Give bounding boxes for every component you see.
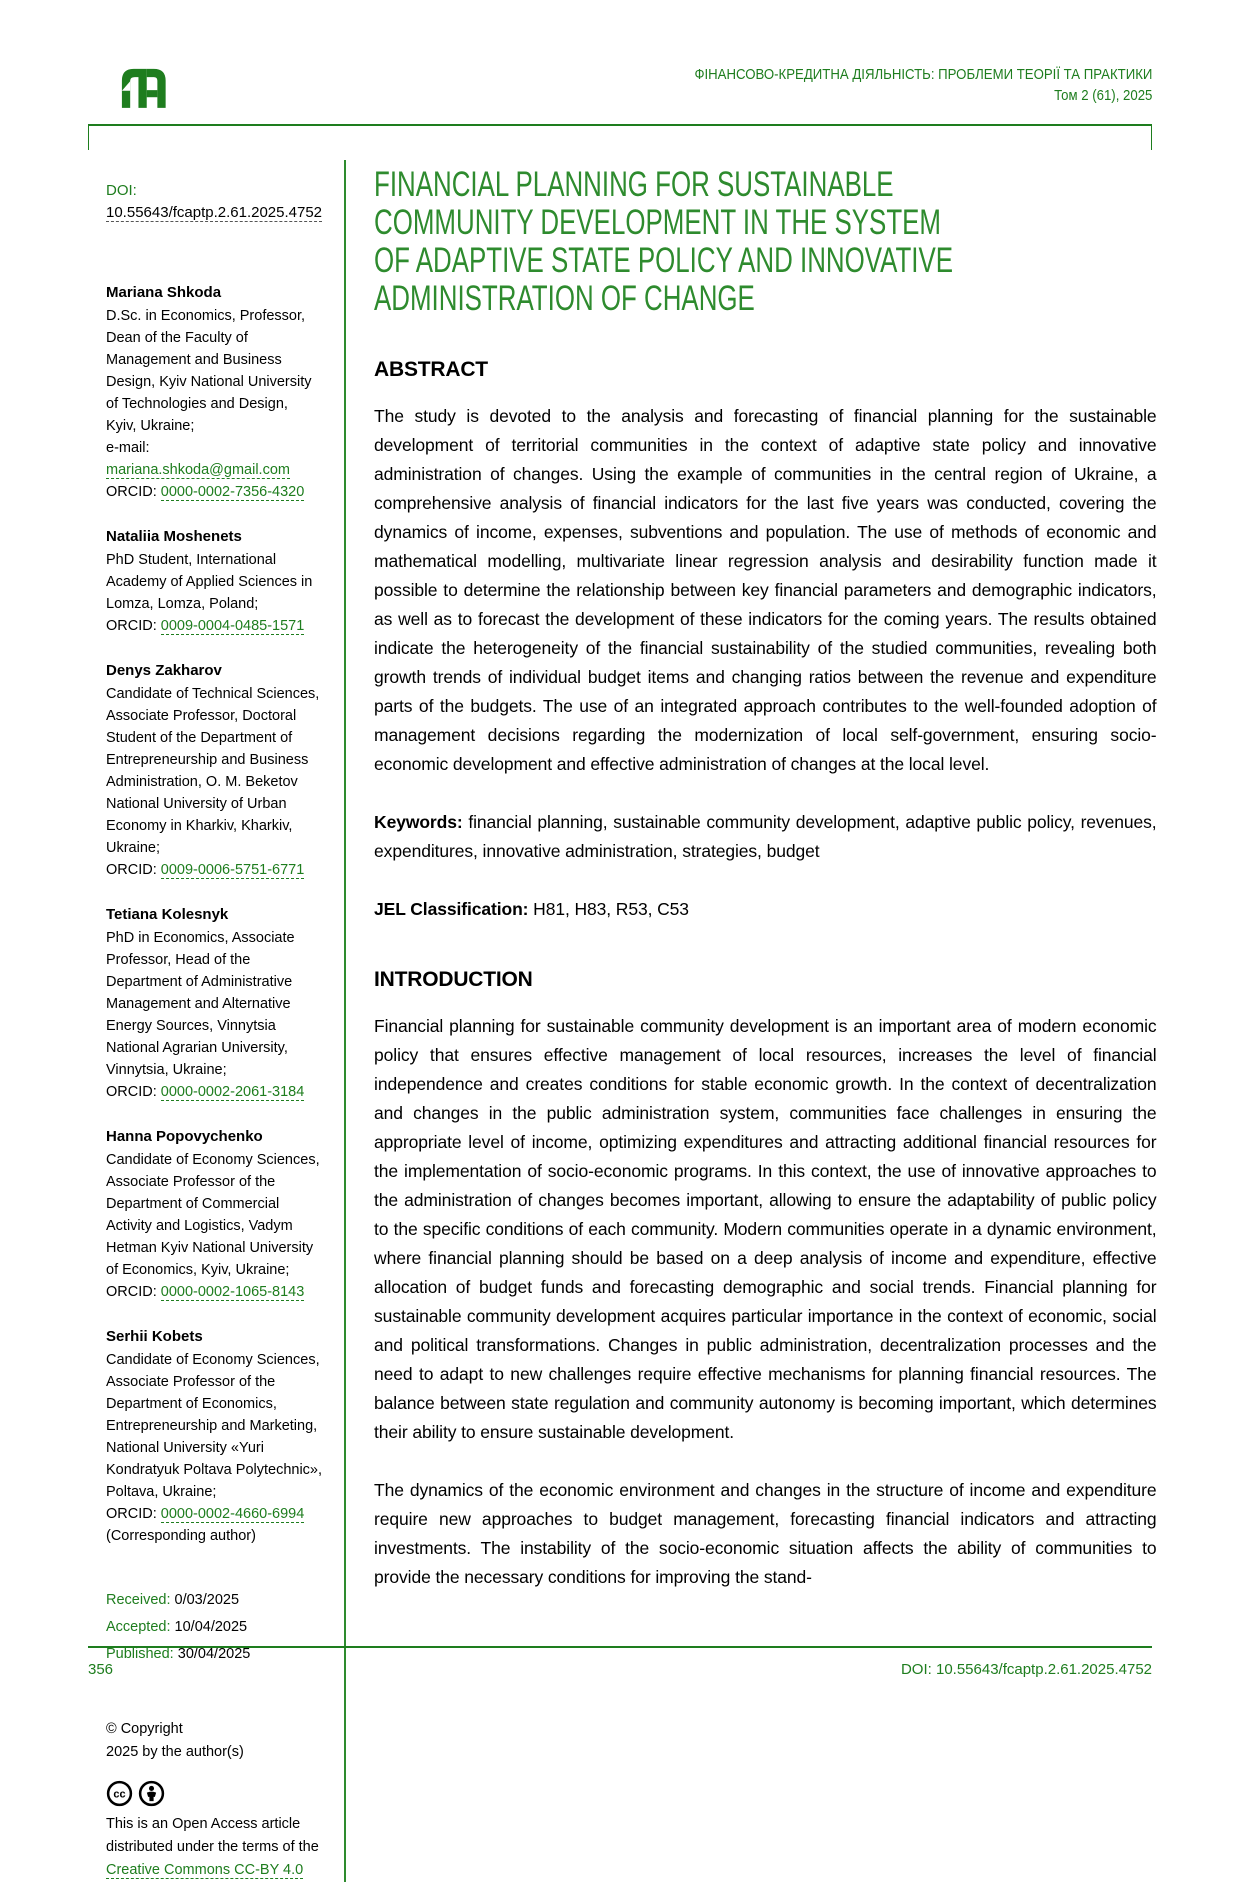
page-footer <box>88 1646 1152 1678</box>
author-name: Denys Zakharov <box>106 662 222 679</box>
open-access-text: This is an Open Access article distributed under the terms of the <box>106 1816 319 1855</box>
introduction-heading: INTRODUCTION <box>374 968 533 991</box>
jel-text: H81, H83, R53, C53 <box>533 899 689 919</box>
copyright-line1: © Copyright <box>106 1721 183 1737</box>
article-title <box>374 166 1157 318</box>
corresponding-author-note: (Corresponding author) <box>106 1528 256 1544</box>
orcid-link[interactable]: 0009-0006-5751-6771 <box>160 862 305 878</box>
author-bio: D.Sc. in Economics, Professor, Dean of the Faculty of Management and Business Design, Kyiv National University of Technologies and Design, Kyiv, Ukraine; <box>106 308 312 434</box>
author-name: Tetiana Kolesnyk <box>106 906 229 923</box>
journal-logo <box>116 56 168 116</box>
author-orcid-line <box>106 859 322 881</box>
author-orcid-line <box>106 481 322 503</box>
svg-text:cc: cc <box>113 1788 126 1801</box>
orcid-label: ORCID: <box>106 1084 157 1100</box>
introduction-paragraph-2: The dynamics of the economic environment and changes in the structure of income and expenditure require new approaches to budget management, forecasting financial indicators and attracting investments. The instability of the socio-economic situation affects the ability of communities to provide the necessary conditions for improving the stand- <box>374 1480 1157 1587</box>
title-line: FINANCIAL PLANNING FOR SUSTAINABLE <box>374 165 894 204</box>
footer-doi: DOI: 10.55643/fcaptp.2.61.2025.4752 <box>900 1661 1152 1678</box>
introduction-paragraph-1: Financial planning for sustainable community development is an important area of modern economic policy that ensures effective management of local resources, increases the level of financial independence and creates conditions for stable economic growth. In the context of decentralization and changes in the public administration system, communities face challenges in ensuring the appropriate level of income, optimizing expenditures and attracting additional financial resources for the implementation of socio-economic programs. In this context, the use of innovative approaches to the administration of changes becomes important, allowing to ensure the adaptability of public policy to the specific conditions of each community. Modern communities operate in a dynamic environment, where financial planning should be based on a deep analysis of income and expenditure, effective allocation of budget funds and forecasting demographic and social trends. Financial planning for sustainable community development acquires particular importance in the context of economic, social and political transformations. Changes in public administration, decentralization processes and the need to adapt to new challenges require effective mechanisms for planning financial resources. The balance between state regulation and community autonomy is becoming important, which determines their ability to ensure sustainable development. <box>374 1016 1157 1442</box>
license-icons <box>106 1780 322 1807</box>
author-block <box>106 904 322 1103</box>
cc-license-link[interactable]: Creative Commons CC-BY 4.0 <box>106 1862 304 1878</box>
content-area <box>88 150 1157 1882</box>
received-value: 0/03/2025 <box>174 1592 240 1608</box>
orcid-link[interactable]: 0000-0002-7356-4320 <box>160 484 305 500</box>
page-number: 356 <box>88 1661 114 1678</box>
keywords-label: Keywords: <box>374 812 463 832</box>
title-line: ADMINISTRATION OF CHANGE <box>374 279 755 318</box>
published-value: 30/04/2025 <box>177 1646 251 1662</box>
jel-label: JEL Classification: <box>374 899 529 919</box>
cc-by-icon <box>138 1780 165 1807</box>
author-email-line <box>106 437 322 481</box>
author-bio: PhD in Economics, Associate Professor, Head of the Department of Administrative Management and Alternative Energy Sources, Vinnytsia National Agrarian University, Vinnytsia, Ukraine; <box>106 930 295 1078</box>
author-bio: Candidate of Economy Sciences, Associate Professor of the Department of Economics, Entrepreneurship and Marketing, National University «Yuri Kondratyuk Poltava Polytechnic», Poltava, Ukraine; <box>106 1352 323 1500</box>
author-block <box>106 660 322 881</box>
received-row <box>106 1587 322 1614</box>
accepted-label: Accepted: <box>106 1619 171 1635</box>
doi-link[interactable]: 10.55643/fcaptp.2.61.2025.4752 <box>106 204 323 221</box>
jel-line <box>374 895 1157 924</box>
doi-label: DOI: <box>106 182 137 199</box>
orcid-link[interactable]: 0000-0002-1065-8143 <box>160 1284 305 1300</box>
abstract-text: The study is devoted to the analysis and forecasting of financial planning for the sustainable development of territorial communities in the context of adaptive state policy and innovative administration of changes. Using the example of communities in the central region of Ukraine, a comprehensive analysis of financial indicators for the last five years was conducted, covering the dynamics of income, expenses, subventions and population. The use of methods of economic and mathematical modelling, multivariate linear regression analysis and desirability function made it possible to determine the relationship between key financial parameters and demographic indicators, as well as to forecast the development of these indicators for the coming years. The results obtained indicate the heterogeneity of the financial sustainability of the studied communities, revealing both growth trends of individual budget items and changing ratios between the revenue and expenditure parts of the budgets. The use of an integrated approach contributes to the well-founded adoption of management decisions regarding the modernization of local self-government, ensuring socio-economic development and effective administration of changes at the local level. <box>374 406 1157 774</box>
author-name: Nataliia Moshenets <box>106 528 242 545</box>
keywords-line <box>374 808 1157 866</box>
orcid-link[interactable]: 0009-0004-0485-1571 <box>160 618 305 634</box>
author-orcid-line <box>106 1503 322 1525</box>
author-bio: Candidate of Technical Sciences, Associate Professor, Doctoral Student of the Department of Entrepreneurship and Business Administration, O. M. Beketov National University of Urban Economy in Kharkiv, Kharkiv, Ukraine; <box>106 686 320 856</box>
orcid-label: ORCID: <box>106 618 157 634</box>
orcid-label: ORCID: <box>106 862 157 878</box>
author-orcid-line <box>106 615 322 637</box>
author-bio: PhD Student, International Academy of Applied Sciences in Lomza, Lomza, Poland; <box>106 552 313 612</box>
author-bio: Candidate of Economy Sciences, Associate Professor of the Department of Commercial Activity and Logistics, Vadym Hetman Kyiv National University of Economics, Kyiv, Ukraine; <box>106 1152 320 1278</box>
orcid-label: ORCID: <box>106 484 157 500</box>
published-label: Published: <box>106 1646 174 1662</box>
cc-icon <box>106 1780 133 1807</box>
author-name: Mariana Shkoda <box>106 284 222 301</box>
journal-title-block <box>694 56 1152 106</box>
accepted-value: 10/04/2025 <box>174 1619 248 1635</box>
received-label: Received: <box>106 1592 171 1608</box>
journal-issue: Том 2 (61), 2025 <box>1053 87 1152 104</box>
title-line: COMMUNITY DEVELOPMENT IN THE SYSTEM <box>374 203 942 242</box>
orcid-label: ORCID: <box>106 1506 157 1522</box>
doi-line <box>106 180 322 224</box>
article-main <box>344 160 1157 1882</box>
page-header <box>88 0 1152 116</box>
orcid-link[interactable]: 0000-0002-2061-3184 <box>160 1084 305 1100</box>
keywords-text: financial planning, sustainable community development, adaptive public policy, revenues, expenditures, innovative administration, strategies, budget <box>374 812 1157 861</box>
author-orcid-line <box>106 1081 322 1103</box>
email-label: e-mail: <box>106 440 150 456</box>
orcid-link[interactable]: 0000-0002-4660-6994 <box>160 1506 305 1522</box>
title-line: OF ADAPTIVE STATE POLICY AND INNOVATIVE <box>374 241 954 280</box>
author-block <box>106 1126 322 1303</box>
author-block <box>106 1326 322 1547</box>
journal-title: ФІНАНСОВО-КРЕДИТНА ДІЯЛЬНІСТЬ: ПРОБЛЕМИ ТЕОРІЇ ТА ПРАКТИКИ <box>694 66 1152 83</box>
email-link[interactable]: mariana.shkoda@gmail.com <box>106 462 290 478</box>
copyright-block <box>106 1718 322 1764</box>
sidebar <box>88 150 344 1882</box>
author-orcid-line <box>106 1281 322 1303</box>
author-name: Hanna Popovychenko <box>106 1128 263 1145</box>
copyright-line2: 2025 by the author(s) <box>106 1744 244 1760</box>
author-list <box>106 282 322 1547</box>
abstract-heading: ABSTRACT <box>374 358 488 381</box>
open-access-note <box>106 1813 322 1882</box>
header-rule <box>88 124 1152 150</box>
author-block <box>106 282 322 503</box>
author-block <box>106 526 322 637</box>
accepted-row <box>106 1614 322 1641</box>
author-name: Serhii Kobets <box>106 1328 203 1345</box>
orcid-label: ORCID: <box>106 1284 157 1300</box>
